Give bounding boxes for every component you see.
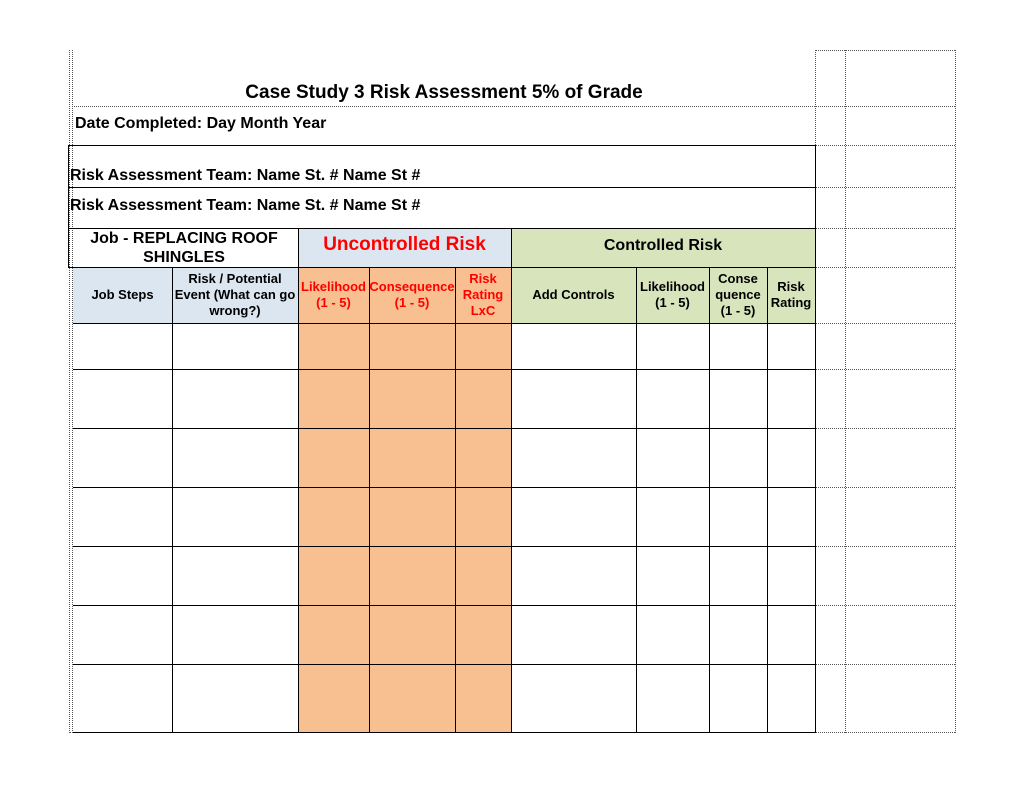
col-job-steps: Job Steps <box>91 287 154 302</box>
table-row[interactable] <box>73 323 815 369</box>
team-line-2: Risk Assessment Team: Name St. # Name St # <box>70 197 421 214</box>
table-row[interactable] <box>73 428 815 487</box>
controlled-risk-header: Controlled Risk <box>603 237 723 254</box>
col-controlled-likelihood: Likelihood (1 - 5) <box>640 279 705 310</box>
col-controlled-consequence: Conse quence (1 - 5) <box>715 271 761 318</box>
col-add-controls: Add Controls <box>532 287 615 302</box>
team-line-1: Risk Assessment Team: Name St. # Name St # <box>70 167 421 184</box>
date-completed: Date Completed: Day Month Year <box>75 115 327 132</box>
col-controlled-risk-rating: Risk Rating <box>770 279 812 310</box>
table-row[interactable] <box>73 546 815 605</box>
table-row[interactable] <box>73 664 815 732</box>
col-uncontrolled-risk-rating: Risk Rating LxC <box>462 271 504 318</box>
table-row[interactable] <box>73 605 815 664</box>
col-risk-event: Risk / Potential Event (What can go wrong?) <box>174 271 296 318</box>
table-row[interactable] <box>73 487 815 546</box>
job-title: Job - REPLACING ROOF SHINGLES <box>90 229 278 266</box>
uncontrolled-risk-header: Uncontrolled Risk <box>323 234 486 255</box>
table-row[interactable] <box>73 369 815 428</box>
col-uncontrolled-consequence: Consequence (1 - 5) <box>369 279 455 310</box>
col-uncontrolled-likelihood: Likelihood (1 - 5) <box>301 279 366 310</box>
document-title: Case Study 3 Risk Assessment 5% of Grade <box>245 82 643 103</box>
